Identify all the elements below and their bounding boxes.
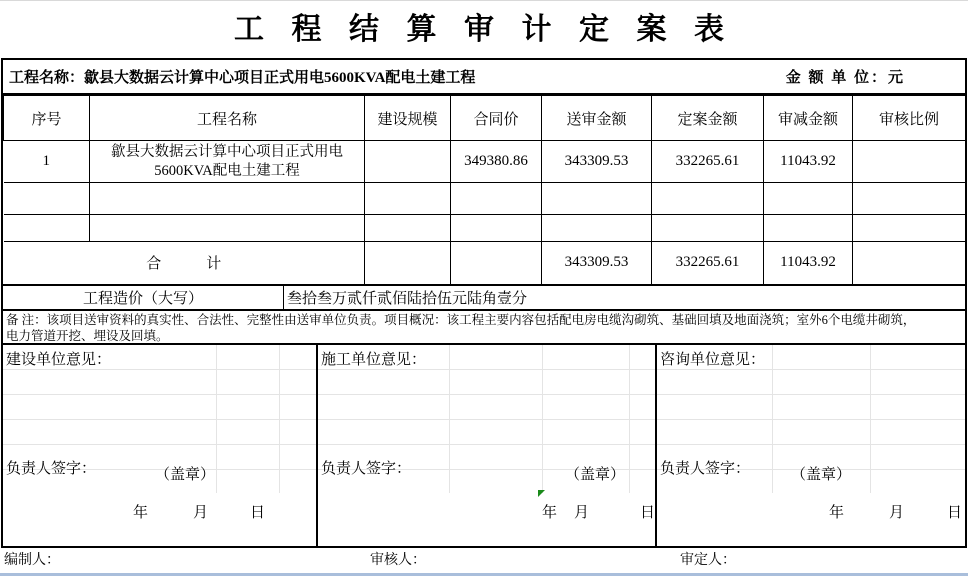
year-label: 年 xyxy=(542,504,558,521)
month-label: 月 xyxy=(574,504,590,521)
empty-cell[interactable] xyxy=(652,215,764,242)
header-seq: 序号 xyxy=(4,96,90,141)
total-ratio-empty[interactable] xyxy=(853,242,966,284)
project-name-value: 歙县大数据云计算中心项目正式用电5600KVA配电土建工程 xyxy=(84,70,476,86)
page-title: 工 程 结 算 审 计 定 案 表 xyxy=(234,13,734,46)
total-final[interactable]: 332265.61 xyxy=(652,242,764,284)
table-row-2-empty xyxy=(4,183,966,215)
year-label: 年 xyxy=(133,504,149,521)
empty-cell[interactable] xyxy=(90,215,365,242)
amount-unit-label: 金 额 单 位：元 xyxy=(785,70,905,86)
total-reduced[interactable]: 11043.92 xyxy=(764,242,853,284)
empty-cell[interactable] xyxy=(764,183,853,215)
settlement-table xyxy=(3,95,966,284)
cell-reduced[interactable]: 11043.92 xyxy=(764,141,853,183)
cell-submitted[interactable]: 343309.53 xyxy=(542,141,652,183)
notes-line-1: 备 注：该项目送审资料的真实性、合法性、完整性由送审单位负责。项目概况：该工程主要内容包括配电房电缆沟砌筑、基础回填及地面浇筑；室外6个电缆井砌筑， xyxy=(6,312,916,327)
project-name-row xyxy=(3,60,965,95)
cell-contract-price[interactable]: 349380.86 xyxy=(451,141,542,183)
amount-in-words-row xyxy=(3,284,965,311)
empty-cell[interactable] xyxy=(853,183,966,215)
day-label: 日 xyxy=(250,504,266,521)
cell-scale[interactable] xyxy=(365,141,451,183)
day-label: 日 xyxy=(947,504,963,521)
cell-ratio[interactable] xyxy=(853,141,966,183)
approver-label: 审定人： xyxy=(680,552,736,568)
amount-words-label: 工程造价（大写） xyxy=(3,286,284,309)
consulting-unit-opinion-label: 咨询单位意见： xyxy=(660,351,766,368)
header-scale: 建设规模 xyxy=(365,96,451,141)
header-final: 定案金额 xyxy=(652,96,764,141)
contractor-unit-opinion-label: 施工单位意见： xyxy=(321,351,427,368)
total-scale-empty[interactable] xyxy=(365,242,451,284)
year-label: 年 xyxy=(829,504,845,521)
empty-cell[interactable] xyxy=(652,183,764,215)
seal-label: （盖章） xyxy=(565,466,626,483)
table-header-row xyxy=(4,96,966,141)
table-row-1 xyxy=(4,141,966,183)
contractor-unit-opinion-section[interactable] xyxy=(318,345,657,546)
header-submitted: 送审金额 xyxy=(542,96,652,141)
day-label: 日 xyxy=(640,504,656,521)
preparer-label: 编制人： xyxy=(4,552,60,568)
empty-cell[interactable] xyxy=(542,183,652,215)
total-row xyxy=(4,242,966,284)
empty-cell[interactable] xyxy=(853,215,966,242)
consulting-unit-opinion-section[interactable] xyxy=(657,345,965,546)
empty-cell[interactable] xyxy=(4,215,90,242)
table-row-3-empty xyxy=(4,215,966,242)
notes-row xyxy=(3,311,965,345)
total-label: 合 计 xyxy=(4,242,365,284)
empty-cell[interactable] xyxy=(451,183,542,215)
construction-unit-opinion-label: 建设单位意见： xyxy=(6,351,112,368)
cell-final[interactable]: 332265.61 xyxy=(652,141,764,183)
signer-label: 负责人签字： xyxy=(6,460,97,477)
header-ratio: 审核比例 xyxy=(853,96,966,141)
empty-cell[interactable] xyxy=(451,215,542,242)
empty-cell[interactable] xyxy=(4,183,90,215)
notes-line-2: 电力管道开挖、埋设及回填。 xyxy=(6,328,169,343)
signer-label: 负责人签字： xyxy=(660,460,751,477)
empty-cell[interactable] xyxy=(90,183,365,215)
construction-unit-opinion-section[interactable] xyxy=(3,345,318,546)
signer-label: 负责人签字： xyxy=(321,460,412,477)
project-name-label: 工程名称： xyxy=(9,70,85,86)
header-project-name: 工程名称 xyxy=(90,96,365,141)
form-body xyxy=(1,58,967,548)
amount-words-value[interactable]: 叁拾叁万贰仟贰佰陆拾伍元陆角壹分 xyxy=(287,290,528,307)
total-submitted[interactable]: 343309.53 xyxy=(542,242,652,284)
cell-comment-marker-icon xyxy=(538,490,545,497)
seal-label: （盖章） xyxy=(155,466,216,483)
total-contract-empty[interactable] xyxy=(451,242,542,284)
header-contract-price: 合同价 xyxy=(451,96,542,141)
month-label: 月 xyxy=(889,504,905,521)
empty-cell[interactable] xyxy=(542,215,652,242)
cell-seq[interactable]: 1 xyxy=(4,141,90,183)
cell-project-name[interactable]: 歙县大数据云计算中心项目正式用电 5600KVA配电土建工程 xyxy=(90,141,365,183)
opinion-sections xyxy=(3,345,965,546)
seal-label: （盖章） xyxy=(791,466,852,483)
reviewer-label: 审核人： xyxy=(370,552,426,568)
footer-row xyxy=(0,548,968,568)
empty-cell[interactable] xyxy=(365,183,451,215)
empty-cell[interactable] xyxy=(365,215,451,242)
header-reduced: 审减金额 xyxy=(764,96,853,141)
month-label: 月 xyxy=(193,504,209,521)
empty-cell[interactable] xyxy=(764,215,853,242)
